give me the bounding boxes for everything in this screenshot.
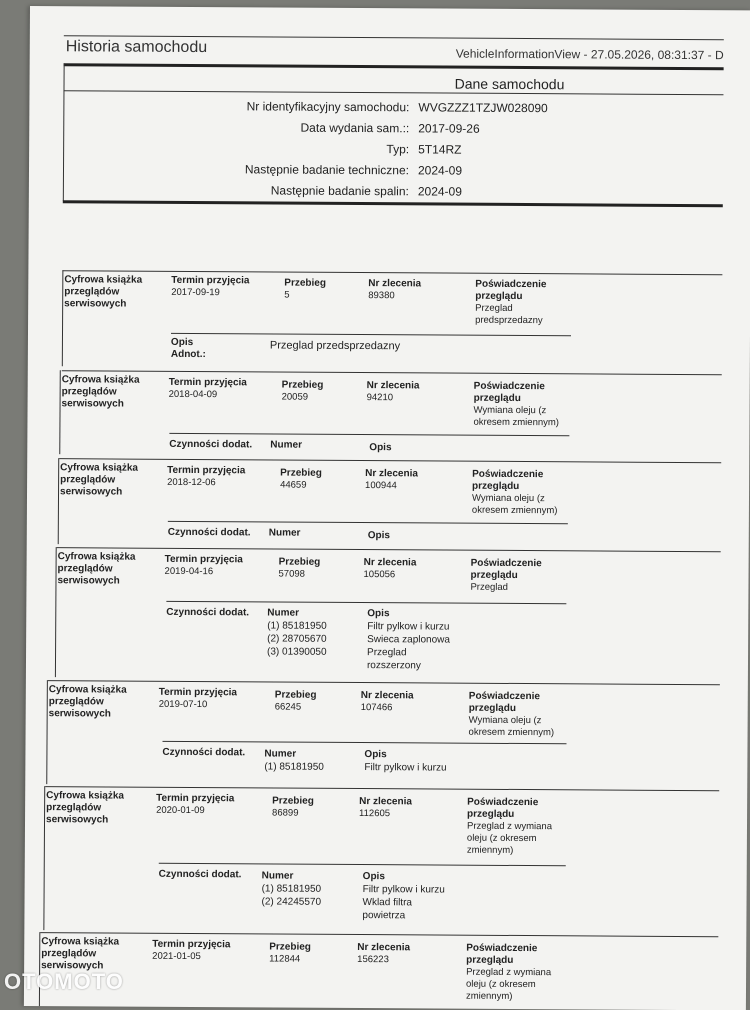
book-label: Cyfrowa książka przeglądów serwisowych xyxy=(57,551,136,587)
entry-order: 112605 xyxy=(359,808,391,820)
przebieg-header: Przebieg xyxy=(272,795,314,807)
order-header: Nr zlecenia xyxy=(359,796,412,808)
termin-header: Termin przyjęcia xyxy=(164,553,243,566)
czynnosci-label: Czynności dodat. xyxy=(167,526,251,539)
entry-inner-rule xyxy=(168,521,568,524)
przebieg-header: Przebieg xyxy=(274,689,317,701)
entry-left-border xyxy=(46,680,48,784)
entry-numbers: (1) 85181950 xyxy=(264,761,324,773)
field-value-vin: WVGZZZ1TZJW028090 xyxy=(418,100,548,116)
entry-separator xyxy=(45,786,719,791)
numer-header: Numer xyxy=(264,748,297,760)
book-label: Cyfrowa książka przeglądów serwisowych xyxy=(45,790,125,826)
section-bottom-rule xyxy=(63,200,723,207)
entry-left-border xyxy=(59,370,61,454)
entry-separator xyxy=(40,932,718,937)
opis-header: Opis xyxy=(362,871,385,883)
termin-header: Termin przyjęcia xyxy=(168,376,247,389)
cert-header: Poświadczenie przeglądu xyxy=(466,942,538,966)
entry-separator xyxy=(62,370,722,375)
entry-descs: Filtr pylkow i kurzu Swieca zaplonowa Przeglad rozszerzony xyxy=(366,621,450,672)
czynnosci-label: Czynności dodat. xyxy=(162,746,246,759)
entry-order: 94210 xyxy=(366,392,394,404)
entry-date: 2021-01-05 xyxy=(152,950,201,963)
czynnosci-label: Czynności dodat. xyxy=(158,868,242,881)
entry-km: 112844 xyxy=(269,953,301,965)
entry-date: 2020-01-09 xyxy=(156,804,205,817)
order-header: Nr zlecenia xyxy=(357,942,411,954)
entry-order: 89380 xyxy=(368,290,395,302)
field-label-date: Data wydania sam.:: xyxy=(300,120,410,136)
field-label-inspection: Następnie badanie techniczne: xyxy=(244,162,410,178)
entry-separator xyxy=(48,680,720,685)
entry-km: 57098 xyxy=(278,568,305,580)
cert-header: Poświadczenie przeglądu xyxy=(470,557,542,581)
przebieg-header: Przebieg xyxy=(269,941,311,953)
book-label: Cyfrowa książka przeglądów serwisowych xyxy=(48,684,127,720)
entry-cert: Przeglad z wymiana oleju (z okresem zmiennym) xyxy=(466,820,553,856)
entry-inner-rule xyxy=(163,741,567,744)
entry-date: 2018-04-09 xyxy=(168,388,218,401)
book-label: Cyfrowa książka przeglądów serwisowych xyxy=(41,936,120,972)
document-title: Historia samochodu xyxy=(65,38,208,57)
numer-header: Numer xyxy=(267,607,300,619)
entry-km: 5 xyxy=(284,289,290,301)
view-info: VehicleInformationView - 27.05.2026, 08:31:37 - D xyxy=(455,46,724,63)
czynnosci-label: Czynności dodat. xyxy=(166,606,250,619)
cert-header: Poświadczenie przeglądu xyxy=(473,380,545,405)
entry-cert: Przeglad z wymiana oleju (z okresem zmiennym) xyxy=(465,966,552,1002)
entry-descs: Filtr pylkow i kurzu xyxy=(364,762,447,774)
numer-header: Numer xyxy=(270,439,303,451)
entry-order: 105056 xyxy=(363,569,396,581)
przebieg-header: Przebieg xyxy=(278,556,321,568)
field-value-inspection: 2024-09 xyxy=(417,163,463,178)
entry-cert: Przeglad predsprzedazny xyxy=(475,302,543,327)
entry-numbers: (1) 85181950 (2) 24245570 xyxy=(261,883,322,908)
entry-opis-text: Przeglad przedsprzedazny xyxy=(269,339,401,353)
termin-header: Termin przyjęcia xyxy=(171,274,250,287)
entry-left-border xyxy=(55,547,57,677)
header-rule xyxy=(64,63,724,70)
field-value-emissions: 2024-09 xyxy=(417,184,462,199)
entry-left-border xyxy=(62,270,64,366)
termin-header: Termin przyjęcia xyxy=(156,792,235,805)
document-page xyxy=(24,6,750,1010)
entry-km: 66245 xyxy=(274,701,302,713)
entry-inner-rule xyxy=(171,333,571,336)
entry-inner-rule xyxy=(159,863,566,866)
termin-header: Termin przyjęcia xyxy=(158,686,238,699)
entry-cert: Wymiana oleju (z okresem zmiennym) xyxy=(468,714,555,739)
cert-header: Poświadczenie przeglądu xyxy=(468,690,540,714)
book-label: Cyfrowa książka przeglądów serwisowych xyxy=(61,374,140,410)
field-label-vin: Nr identyfikacyjny samochodu: xyxy=(246,99,410,115)
przebieg-header: Przebieg xyxy=(281,379,324,391)
opis-label: Opis Adnot.: xyxy=(170,336,206,361)
entry-date: 2018-12-06 xyxy=(167,476,216,489)
entry-numbers: (1) 85181950 (2) 28705670 (3) 01390050 xyxy=(267,620,327,658)
entry-left-border xyxy=(58,458,60,544)
entry-order: 156223 xyxy=(357,954,389,966)
czynnosci-label: Czynności dodat. xyxy=(169,438,253,451)
otomoto-watermark: OTOMOTO xyxy=(4,969,124,994)
termin-header: Termin przyjęcia xyxy=(167,464,246,477)
field-label-type: Typ: xyxy=(386,142,410,157)
book-label: Cyfrowa książka przeglądów serwisowych xyxy=(60,462,139,498)
order-header: Nr zlecenia xyxy=(365,468,418,480)
entry-cert: Wymiana oleju (z okresem zmiennym) xyxy=(473,404,560,429)
entry-km: 86899 xyxy=(272,807,299,819)
termin-header: Termin przyjęcia xyxy=(152,938,231,951)
numer-header: Numer xyxy=(261,870,294,882)
numer-header: Numer xyxy=(268,527,301,539)
entry-cert: Przeglad xyxy=(470,581,508,593)
opis-header: Opis xyxy=(367,608,390,620)
entry-inner-rule xyxy=(166,601,566,604)
field-value-date: 2017-09-26 xyxy=(418,121,480,136)
cert-header: Poświadczenie przeglądu xyxy=(475,278,547,303)
entry-order: 100944 xyxy=(365,480,397,492)
przebieg-header: Przebieg xyxy=(284,277,327,289)
entry-left-border xyxy=(43,786,45,930)
entry-date: 2019-07-10 xyxy=(158,698,208,711)
entry-separator xyxy=(57,547,721,552)
entry-date: 2019-04-16 xyxy=(164,565,214,578)
field-label-emissions: Następnie badanie spalin: xyxy=(270,183,409,199)
order-header: Nr zlecenia xyxy=(368,278,422,290)
entry-descs: Filtr pylkow i kurzu Wklad filtra powietrza xyxy=(362,884,445,922)
entry-inner-rule xyxy=(169,433,569,436)
opis-header: Opis xyxy=(369,442,392,454)
entry-separator xyxy=(62,270,722,275)
order-header: Nr zlecenia xyxy=(366,380,420,392)
field-value-type: 5T14RZ xyxy=(418,142,462,157)
book-label: Cyfrowa książka przeglądów serwisowych xyxy=(64,274,143,310)
entry-km: 20059 xyxy=(281,391,309,403)
opis-header: Opis xyxy=(367,530,391,542)
entry-separator xyxy=(59,458,721,463)
entry-cert: Wymiana oleju (z okresem zmiennym) xyxy=(471,492,558,517)
entry-order: 107466 xyxy=(360,702,393,714)
cert-header: Poświadczenie przeglądu xyxy=(467,796,539,820)
przebieg-header: Przebieg xyxy=(280,467,322,479)
cert-header: Poświadczenie przeglądu xyxy=(472,468,544,492)
section-title: Dane samochodu xyxy=(454,75,565,93)
order-header: Nr zlecenia xyxy=(360,690,414,702)
entry-km: 44659 xyxy=(280,479,307,491)
entry-date: 2017-09-19 xyxy=(171,286,220,299)
opis-header: Opis xyxy=(364,749,387,761)
order-header: Nr zlecenia xyxy=(363,557,417,569)
